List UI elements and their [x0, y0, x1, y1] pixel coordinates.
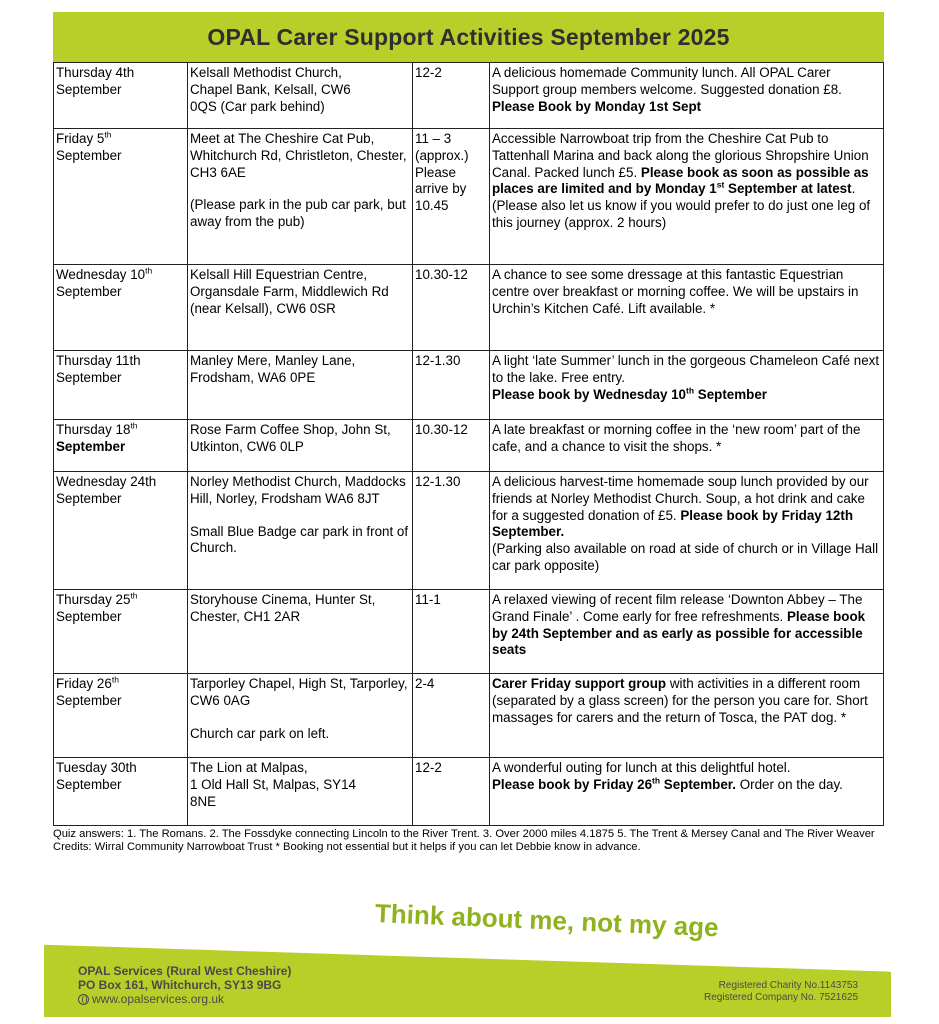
table-row — [54, 265, 884, 351]
charity-number: Registered Charity No.1143753 — [718, 980, 858, 991]
venue-cell: Rose Farm Coffee Shop, John St, Utkinton, CW6 0LP — [188, 420, 413, 472]
description-cell: A wonderful outing for lunch at this delightful hotel. Please book by Friday 26th September. Order on the day. — [490, 758, 884, 826]
day-cell: Wednesday 10th September — [54, 265, 188, 351]
day-cell: Thursday 11th September — [54, 351, 188, 420]
venue-cell: Kelsall Hill Equestrian Centre, Organsdale Farm, Middlewich Rd (near Kelsall), CW6 0SR — [188, 265, 413, 351]
time-cell: 10.30-12 — [413, 420, 490, 472]
description-cell: Carer Friday support group with activities in a different room (separated by a glass screen) for the person you care for. Short massages for carers and the return of Tosca, the PAT dog. * — [490, 674, 884, 758]
venue-cell: Manley Mere, Manley Lane, Frodsham, WA6 0PE — [188, 351, 413, 420]
venue-cell: Tarporley Chapel, High St, Tarporley, CW6 0AG Church car park on left. — [188, 674, 413, 758]
footer-contact — [78, 964, 291, 1006]
day-cell: Tuesday 30th September — [54, 758, 188, 826]
tagline: Think about me, not my age — [374, 898, 720, 943]
time-cell: 12-2 — [413, 63, 490, 129]
day-cell: Friday 5th September — [54, 129, 188, 265]
day-cell: Thursday 18th September — [54, 420, 188, 472]
org-name: OPAL Services (Rural West Cheshire) — [78, 964, 292, 978]
table-row — [54, 674, 884, 758]
registration-info — [704, 980, 858, 1003]
time-cell: 2-4 — [413, 674, 490, 758]
day-cell: Friday 26th September — [54, 674, 188, 758]
day-cell: Thursday 25th September — [54, 590, 188, 674]
description-cell: A delicious harvest-time homemade soup lunch provided by our friends at Norley Methodist Church. Soup, a hot drink and cake for a suggested donation of £5. Please book by Friday 12th September. (Parking also available on road at side of church or in Village Hall car park opposite) — [490, 472, 884, 590]
venue-cell: The Lion at Malpas, 1 Old Hall St, Malpas, SY14 8NE — [188, 758, 413, 826]
table-row — [54, 351, 884, 420]
time-cell: 10.30-12 — [413, 265, 490, 351]
time-cell: 11-1 — [413, 590, 490, 674]
venue-cell: Meet at The Cheshire Cat Pub, Whitchurch Rd, Christleton, Chester, CH3 6AE (Please park in the pub car park, but away from the pub) — [188, 129, 413, 265]
description-cell: Accessible Narrowboat trip from the Cheshire Cat Pub to Tattenhall Marina and back along the glorious Shropshire Union Canal. Packed lunch £5. Please book as soon as possible as places are limited and by Monday 1st September at latest. (Please also let us know if you would prefer to do just one leg of this journey (approx. 2 hours) — [490, 129, 884, 265]
notes-section — [53, 828, 884, 855]
time-cell: 12-1.30 — [413, 351, 490, 420]
time-cell: 11 – 3 (approx.) Please arrive by 10.45 — [413, 129, 490, 265]
website-link[interactable]: www.opalservices.org.uk — [92, 992, 225, 1006]
page-title: OPAL Carer Support Activities September 2025 — [207, 23, 730, 50]
title-banner — [53, 12, 884, 62]
venue-cell: Norley Methodist Church, Maddocks Hill, Norley, Frodsham WA6 8JT Small Blue Badge car park in front of Church. — [188, 472, 413, 590]
table-row — [54, 758, 884, 826]
venue-cell: Storyhouse Cinema, Hunter St, Chester, CH1 2AR — [188, 590, 413, 674]
company-number: Registered Company No. 7521625 — [704, 991, 858, 1003]
table-row — [54, 420, 884, 472]
venue-cell: Kelsall Methodist Church, Chapel Bank, Kelsall, CW6 0QS (Car park behind) — [188, 63, 413, 129]
time-cell: 12-1.30 — [413, 472, 490, 590]
day-cell: Thursday 4th September — [54, 63, 188, 129]
postal-address: PO Box 161, Whitchurch, SY13 9BG — [78, 978, 282, 992]
website-line — [78, 992, 291, 1006]
description-cell: A chance to see some dressage at this fantastic Equestrian centre over breakfast or morning coffee. We will be upstairs in Urchin’s Kitchen Café. Lift available. * — [490, 265, 884, 351]
quiz-answers: Quiz answers: 1. The Romans. 2. The Fossdyke connecting Lincoln to the River Trent. 3. Over 2000 miles 4.1875 5. The Trent & Mersey Canal and The River Weaver — [53, 828, 875, 840]
description-cell: A light ‘late Summer’ lunch in the gorgeous Chameleon Café next to the lake. Free entry. Please book by Wednesday 10th September — [490, 351, 884, 420]
table-row — [54, 129, 884, 265]
table-row — [54, 590, 884, 674]
globe-icon — [78, 994, 89, 1005]
day-cell: Wednesday 24th September — [54, 472, 188, 590]
description-cell: A late breakfast or morning coffee in the ‘new room’ part of the cafe, and a chance to visit the shops. * — [490, 420, 884, 472]
description-cell: A relaxed viewing of recent film release ‘Downton Abbey – The Grand Finale’ . Come early for free refreshments. Please book by 24th September and as early as possible for accessible seats — [490, 590, 884, 674]
credits: Credits: Wirral Community Narrowboat Trust * Booking not essential but it helps if you can let Debbie know in advance. — [53, 841, 641, 854]
time-cell: 12-2 — [413, 758, 490, 826]
table-row — [54, 63, 884, 129]
table-row — [54, 472, 884, 590]
description-cell: A delicious homemade Community lunch. All OPAL Carer Support group members welcome. Suggested donation £8. Please Book by Monday 1st Sept — [490, 63, 884, 129]
activities-table — [53, 62, 884, 826]
